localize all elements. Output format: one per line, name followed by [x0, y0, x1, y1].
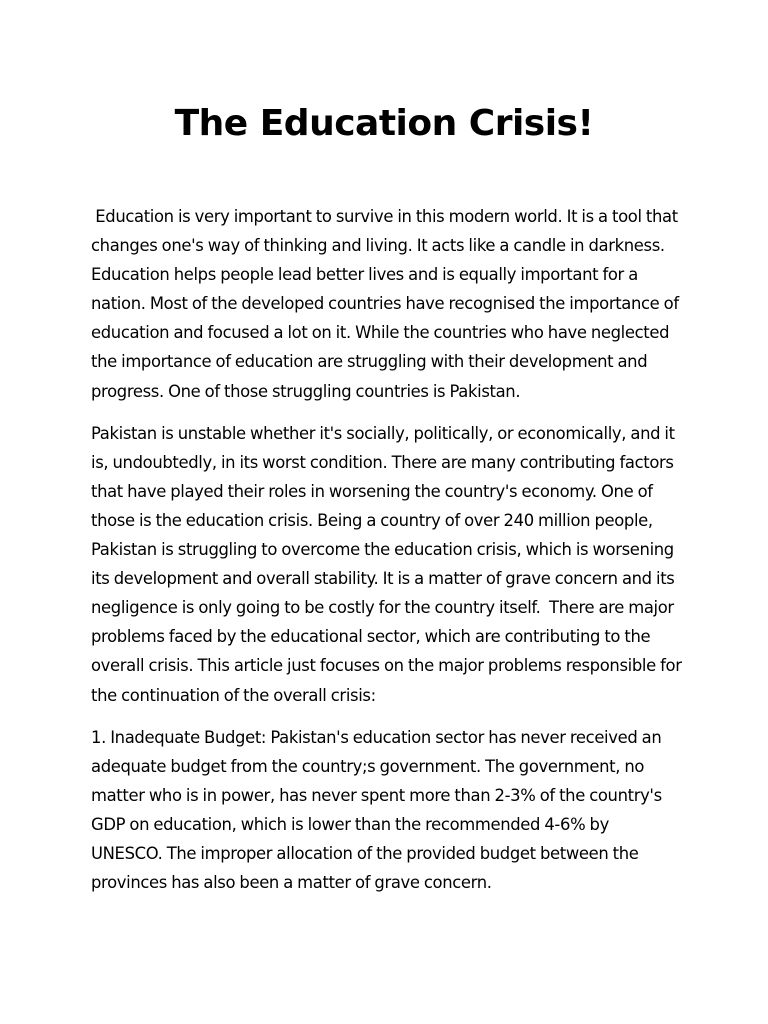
paragraph-inadequate-budget: 1. Inadequate Budget: Pakistan's education sector has never received an adequate budget from the country;s government. The government, no matter who is in power, has never spent more than 2-3% of the country's GDP on education, which is lower than the recommended 4-6% by UNESCO. The improper allocation of the provided budget between the provinces has also been a matter of grave concern. [91, 727, 667, 893]
article-body [91, 202, 686, 910]
paragraph-pakistan-instability: Pakistan is unstable whether it's socially, politically, or economically, and it is, undoubtedly, in its worst condition. There are many contributing factors that have played their roles in worsening the country's economy. One of those is the education crisis. Being a country of over 240 million people, Pakistan is struggling to overcome the education crisis, which is worsening its development and overall stability. It is a matter of grave concern and its negligence is only going to be costly for the country itself. There are major problems faced by the educational sector, which are contributing to the overall crisis. This article just focuses on the major problems responsible for the continuation of the overall crisis: [91, 423, 686, 705]
paragraph-intro: Education is very important to survive in this modern world. It is a tool that changes one's way of thinking and living. It acts like a candle in darkness. Education helps people lead better lives and is equally important for a nation. Most of the developed countries have recognised the importance of education and focused a lot on it. While the countries who have neglected the importance of education are struggling with their development and progress. One of those struggling countries is Pakistan. [91, 207, 684, 401]
page-title: The Education Crisis! [174, 103, 594, 144]
